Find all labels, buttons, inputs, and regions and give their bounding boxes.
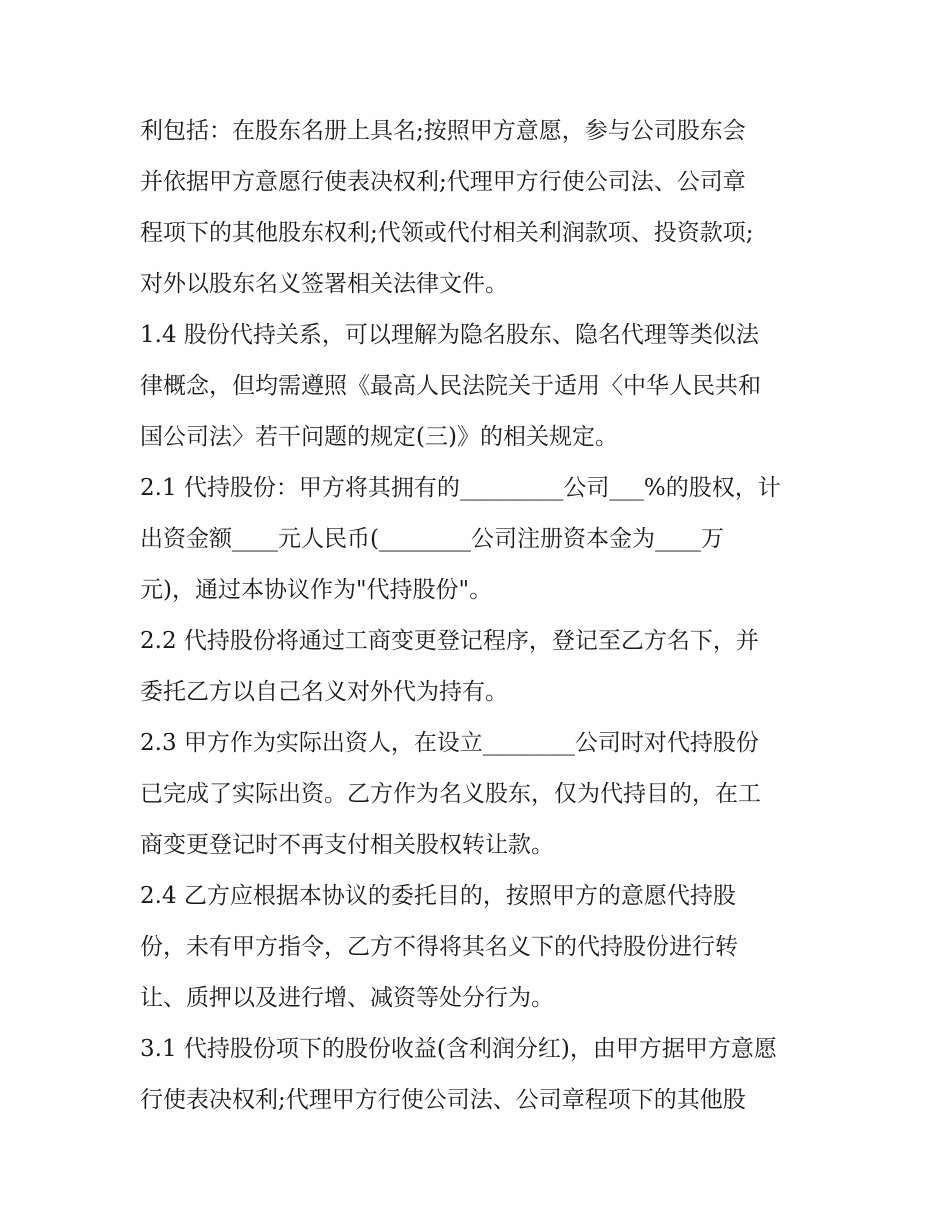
text-line-3: 程项下的其他股东权利;代领或代付相关利润款项、投资款项; (140, 220, 754, 246)
text-line-14: 已完成了实际出资。乙方作为名义股东，仅为代持目的，在工 (140, 781, 761, 807)
text-line-5: 1.4 股份代持关系，可以理解为隐名股东、隐名代理等类似法 (140, 322, 759, 348)
text-line-10: 元)，通过本协议作为"代持股份"。 (140, 577, 493, 603)
text-line-17: 份，未有甲方指令，乙方不得将其名义下的代持股份进行转 (140, 934, 738, 960)
text-line-9: 出资金额____元人民币(________公司注册资本金为____万 (140, 526, 724, 552)
text-line-6: 律概念，但均需遵照《最高人民法院关于适用〈中华人民共和 (140, 373, 761, 399)
text-line-2: 并依据甲方意愿行使表决权利;代理甲方行使公司法、公司章 (140, 169, 746, 195)
text-line-20: 行使表决权利;代理甲方行使公司法、公司章程项下的其他股 (140, 1087, 746, 1113)
document-body (140, 106, 840, 1126)
text-line-8: 2.1 代持股份：甲方将其拥有的_________公司___%的股权，计 (140, 475, 781, 501)
text-line-18: 让、质押以及进行增、减资等处分行为。 (140, 985, 554, 1011)
text-line-12: 委托乙方以自己名义对外代为持有。 (140, 679, 508, 705)
text-line-1: 利包括：在股东名册上具名;按照甲方意愿，参与公司股东会 (140, 118, 746, 144)
text-line-11: 2.2 代持股份将通过工商变更登记程序，登记至乙方名下，并 (140, 628, 759, 654)
text-line-4: 对外以股东名义签署相关法律文件。 (140, 271, 508, 297)
text-line-16: 2.4 乙方应根据本协议的委托目的，按照甲方的意愿代持股 (140, 883, 736, 909)
text-line-13: 2.3 甲方作为实际出资人，在设立________公司时对代持股份 (140, 730, 759, 756)
text-line-7: 国公司法〉若干问题的规定(三)》的相关规定。 (140, 424, 618, 450)
text-line-15: 商变更登记时不再支付相关股权转让款。 (140, 832, 554, 858)
text-line-19: 3.1 代持股份项下的股份收益(含利润分红)，由甲方据甲方意愿 (140, 1036, 777, 1062)
